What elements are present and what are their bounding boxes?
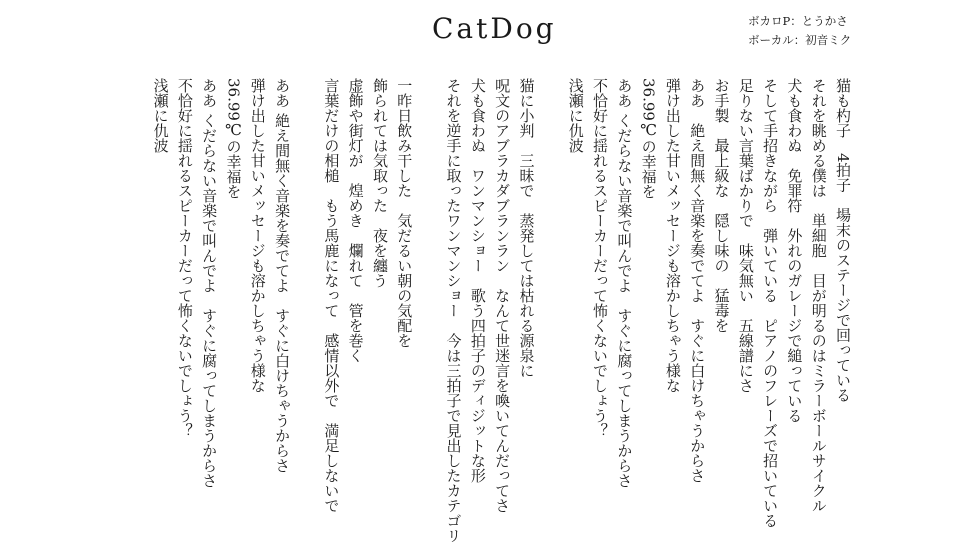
lyric-line: 浅瀬に仇波 [566,78,585,153]
credits [748,12,851,50]
lyric-line: 一昨日飲み干した 気だるい朝の気配を [395,78,414,348]
stanza-2 [441,78,538,543]
lyric-line: お手製 最上級な 隠し味の 猛毒を [712,78,731,333]
lyric-line: それを逆手に取ったワンマンショー 今は三拍子で見出したカテゴリ [444,78,463,543]
lyric-line: そして手招きながら 弾いている ピアノのフレーズで招いている [761,78,780,528]
stanza-1 [563,78,855,528]
lyric-line: 弾け出した甘いメッセージも溶かしちゃう様な [663,78,682,393]
producer-credit: ボカロP：とうかさ [748,14,848,28]
lyric-line: 犬も食わぬ ワンマンショー 歌う四拍子のディジットな形 [468,78,487,483]
stanza-gap [538,78,563,528]
lyrics-body [148,78,855,543]
lyric-line: 猫に小判 三昧で 蒸発しては枯れる源泉に [517,78,536,378]
lyric-line: 36.99℃の幸福を [224,78,243,199]
lyric-line: それを眺める僕は 単細胞 目が明るのはミラーボールサイクル [809,78,828,513]
lyric-line: 弾け出した甘いメッセージも溶かしちゃう様な [248,78,267,393]
lyric-line: 足りない言葉ばかりで 味気無い 五線譜にさ [736,78,755,393]
stanza-3 [319,78,416,528]
stanza-4 [148,78,294,528]
lyric-line: ああ くだらない音楽で叫んでよ すぐに腐ってしまうからさ [615,78,634,488]
lyric-line: 犬も食わぬ 免罪符 外れのガレージで縋っている [785,78,804,423]
lyric-line: ああ 絶え間無く音楽を奏でてよ すぐに白けちゃうからさ [273,78,292,473]
lyric-line: 36.99℃の幸福を [639,78,658,199]
lyric-line: 虚飾や街灯が 煌めき 爛れて 管を巻く [346,78,365,363]
stanza-gap [416,78,441,528]
lyric-line: 猫も杓子 4拍子 場末のステージで回っている [834,78,852,403]
lyric-line: 言葉だけの相槌 もう馬鹿になって 感情以外で 満足しないで [322,78,341,513]
lyric-line: 不恰好に揺れるスピーカーだって怖くないでしょう？ [175,78,194,438]
lyric-line: ああ 絶え間無く音楽を奏でてよ すぐに白けちゃうからさ [688,78,707,483]
lyric-line: 呪文のアブラカダブランラン なんて世迷言を喚いてんだってさ [493,78,512,513]
lyric-line: 浅瀬に仇波 [151,78,170,153]
vocal-credit: ボーカル：初音ミク [748,33,852,47]
song-title: CatDog [432,12,557,45]
stanza-gap [294,78,319,528]
lyric-line: 不恰好に揺れるスピーカーだって怖くないでしょう？ [591,78,610,438]
lyric-line: 飾られては気取った 夜を纏う [370,78,389,288]
lyric-line: ああ くだらない音楽で叫んでよ すぐに腐ってしまうからさ [200,78,219,488]
